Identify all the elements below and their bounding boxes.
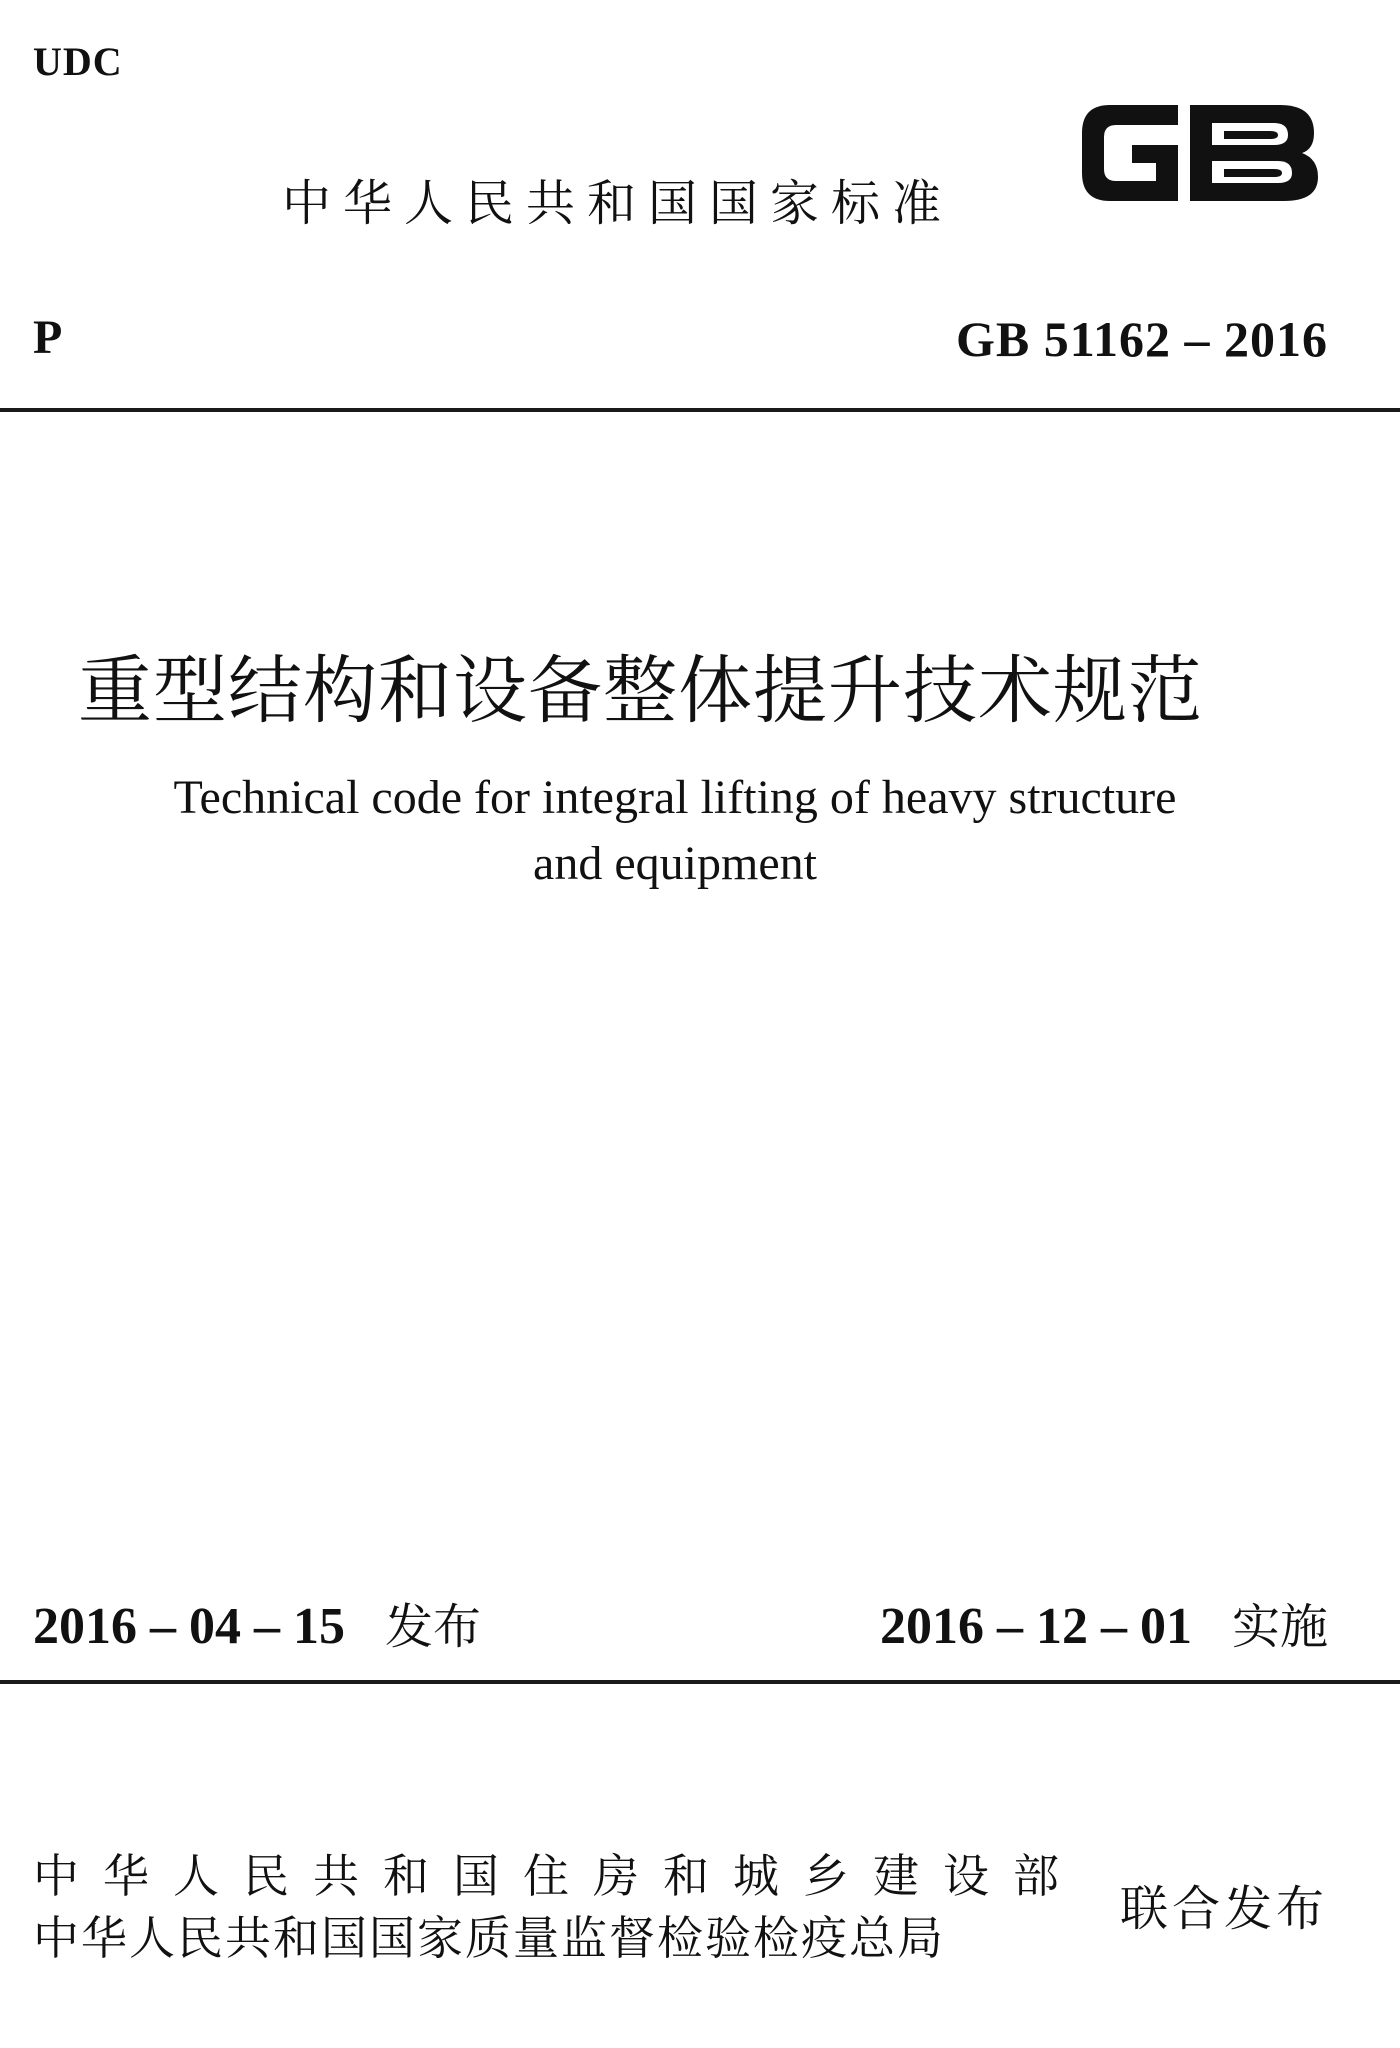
publish-label: 发布 — [385, 1599, 482, 1655]
title-english-line-1: Technical code for integral lifting of heavy structure — [173, 771, 1177, 824]
gb-logo-icon — [1070, 83, 1330, 223]
issuer-quality-administration: 中华人民共和国国家质量监督检验检疫总局 — [33, 1911, 945, 1965]
effective-date: 2016 – 12 – 01 — [879, 1598, 1192, 1655]
issuer-ministry-housing: 中华人民共和国住房和城乡建设部 — [33, 1849, 1083, 1903]
udc-label: UDC — [33, 39, 123, 84]
effective-label: 实施 — [1231, 1599, 1328, 1655]
national-standard-heading: 中华人民共和国国家标准 — [282, 175, 954, 232]
category-code: P — [33, 311, 63, 364]
joint-issue-label: 联合发布 — [1119, 1881, 1328, 1937]
effective-date-block — [880, 1588, 1328, 1657]
title-english-line-2: and equipment — [533, 837, 817, 890]
top-divider — [0, 408, 1400, 412]
publish-date: 2016 – 04 – 15 — [33, 1598, 345, 1655]
title-english — [0, 765, 1350, 897]
publish-date-block — [33, 1588, 481, 1657]
bottom-divider — [0, 1680, 1400, 1684]
title-chinese: 重型结构和设备整体提升技术规范 — [78, 648, 1203, 734]
standard-number: GB 51162 – 2016 — [956, 311, 1328, 367]
